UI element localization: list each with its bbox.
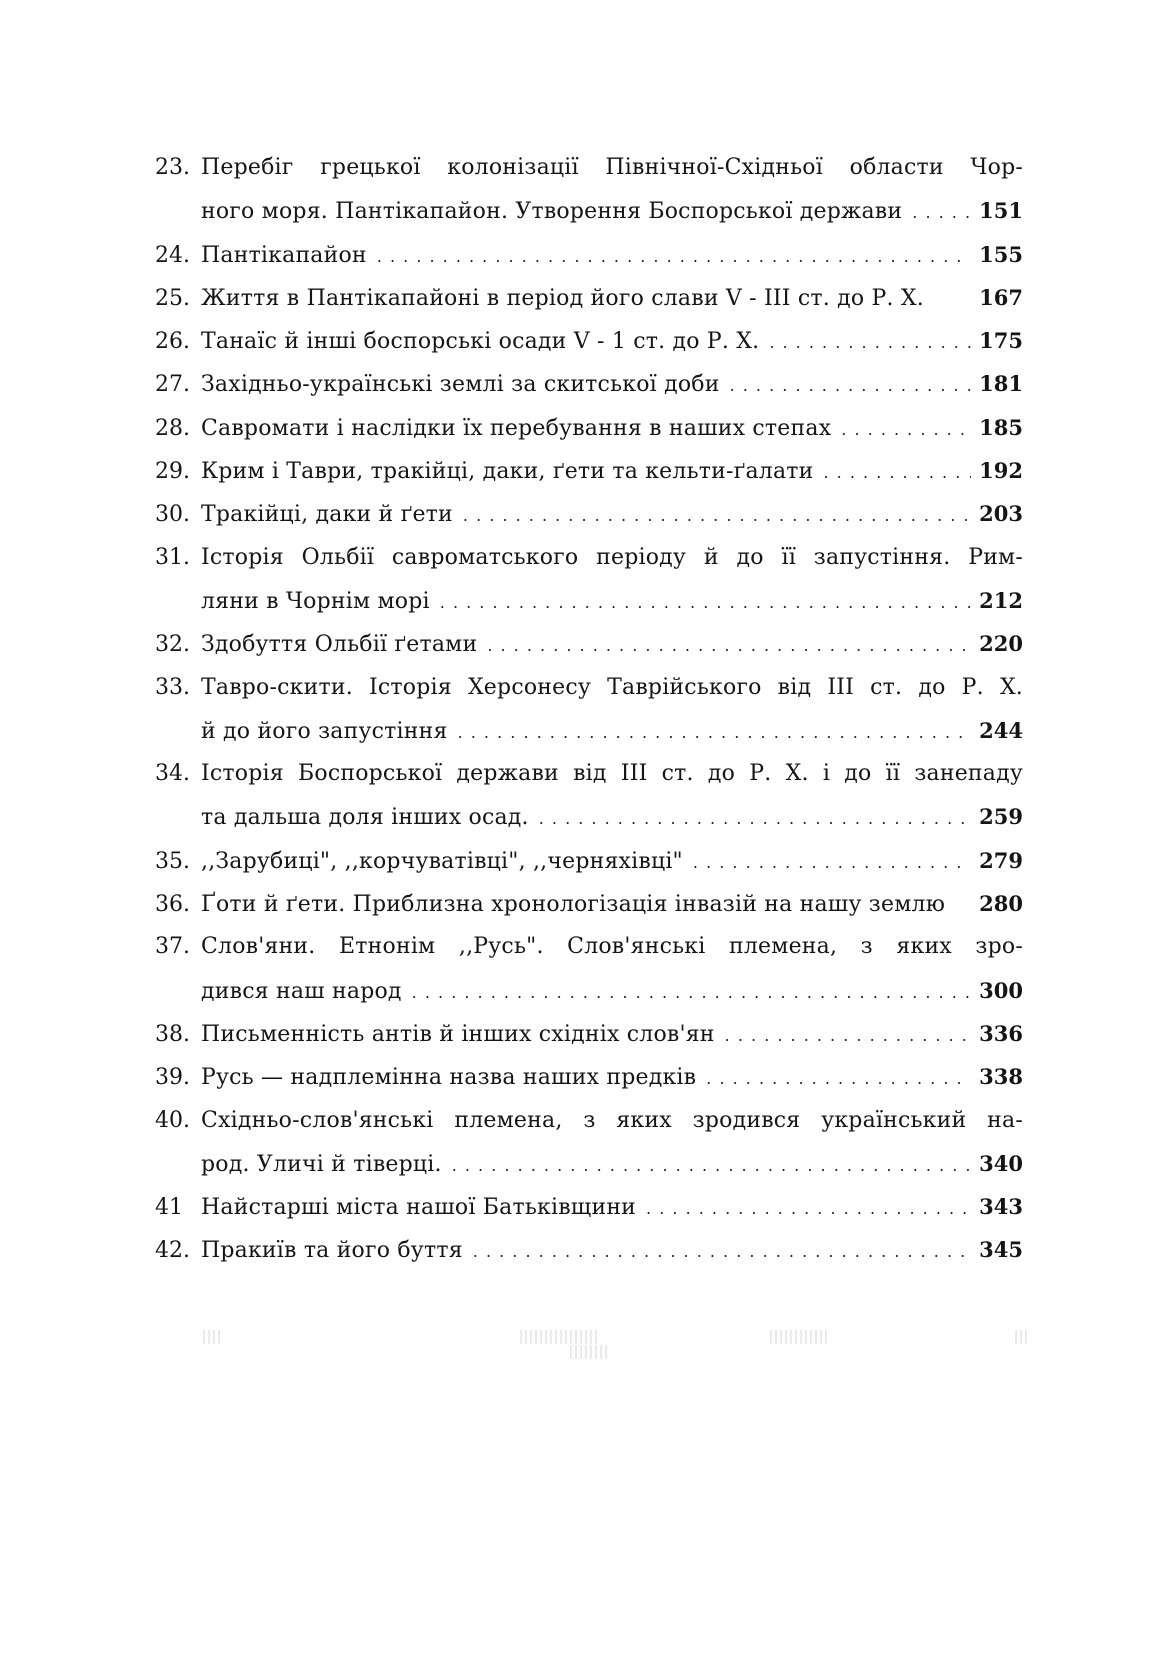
toc-entry-27: [155, 362, 1023, 405]
entry-title: Тракійці, даки й ґети: [201, 502, 453, 528]
entry-number: 35.: [155, 848, 190, 874]
toc-entry-23-line-2: [155, 189, 1023, 232]
dot-leader: [487, 624, 971, 667]
entry-title: дився наш народ: [201, 978, 402, 1004]
entry-title: ляни в Чорнім морі: [201, 588, 430, 614]
toc-entry-29: [155, 449, 1023, 492]
toc-entry-41: [155, 1185, 1023, 1228]
entry-title: Історія Ольбії савроматського періоду й до її запустіння. Рим-: [201, 544, 1023, 570]
table-of-contents: [155, 146, 1023, 1272]
toc-entry-23-line-1: [155, 146, 1023, 189]
entry-number: 27.: [155, 372, 190, 398]
entry-number: 39.: [155, 1065, 190, 1091]
scan-noise: [1015, 1330, 1029, 1344]
entry-number: 37.: [155, 934, 190, 960]
scan-noise: [770, 1330, 830, 1344]
entry-number: 34.: [155, 761, 190, 787]
toc-entry-25: [155, 276, 1023, 319]
entry-title: Савромати і наслідки їх перебування в наших степах: [201, 415, 832, 441]
entry-title: Пракиїв та його буття: [201, 1238, 463, 1264]
dot-leader: [473, 1230, 971, 1273]
page-number: 300: [979, 977, 1023, 1003]
page-number: 151: [979, 198, 1023, 224]
entry-number: 38.: [155, 1021, 190, 1047]
dot-leader: [841, 408, 971, 451]
scan-noise: [520, 1330, 600, 1344]
toc-entry-34-line-1: [155, 752, 1023, 795]
entry-title: Пантікапайон: [201, 242, 367, 268]
dot-leader: [725, 1014, 971, 1057]
entry-title: Історія Боспорської держави від III ст. до Р. Х. і до її занепаду: [201, 761, 1023, 787]
toc-entry-24: [155, 233, 1023, 276]
dot-leader: [646, 1187, 971, 1230]
page-number: 175: [979, 328, 1023, 354]
entry-title: та дальша доля інших осад.: [201, 805, 529, 831]
entry-number: 31.: [155, 544, 190, 570]
dot-leader: [730, 364, 972, 407]
entry-title: Тавро-скити. Історія Херсонесу Таврійського від III ст. до Р. Х.: [201, 674, 1023, 700]
page-number: 259: [979, 804, 1023, 830]
page-number: 192: [979, 458, 1023, 484]
entry-title: ного моря. Пантікапайон. Утворення Боспорської держави: [201, 199, 903, 225]
entry-number: 24.: [155, 242, 190, 268]
toc-entry-37-line-2: [155, 969, 1023, 1012]
page-number: 279: [979, 847, 1023, 873]
toc-entry-33-line-1: [155, 666, 1023, 709]
toc-entry-39: [155, 1055, 1023, 1098]
entry-title: род. Уличі й тіверці.: [201, 1151, 442, 1177]
page-number: 203: [979, 501, 1023, 527]
entry-title: Русь — надплемінна назва наших предків: [201, 1065, 697, 1091]
entry-number: 25.: [155, 285, 190, 311]
toc-entry-40-line-2: [155, 1142, 1023, 1185]
entry-title: ,,Зарубиці", ,,корчуватівці", ,,черняхівці": [201, 848, 683, 874]
scan-noise: [203, 1330, 221, 1344]
toc-entry-35: [155, 839, 1023, 882]
dot-leader: [412, 971, 971, 1014]
dot-leader: [458, 711, 972, 754]
entry-title: Найстарші міста нашої Батьківщини: [201, 1195, 637, 1221]
dot-leader: [440, 581, 971, 624]
toc-entry-40-line-1: [155, 1099, 1023, 1142]
dot-leader: [377, 235, 971, 278]
dot-leader: [539, 797, 971, 840]
page-number: 155: [979, 241, 1023, 267]
entry-title: Східньо-слов'янські племена, з яких зродився український на-: [201, 1107, 1023, 1133]
entry-title: Письменність антів й інших східніх слов'ян: [201, 1021, 715, 1047]
entry-title: Здобуття Ольбії ґетами: [201, 632, 478, 658]
toc-entry-31-line-2: [155, 579, 1023, 622]
page-number: 338: [979, 1064, 1023, 1090]
page-number: 167: [979, 284, 1023, 310]
entry-number: 33.: [155, 674, 190, 700]
entry-number: 36.: [155, 892, 190, 918]
entry-number: 32.: [155, 632, 190, 658]
entry-title: Слов'яни. Етнонім ,,Русь". Слов'янські племена, з яких зро-: [201, 934, 1023, 960]
toc-entry-32: [155, 622, 1023, 665]
entry-title: й до його запустіння: [201, 718, 448, 744]
dot-leader: [463, 494, 971, 537]
page-number: 280: [979, 891, 1023, 917]
entry-title: Крим і Таври, тракійці, даки, ґети та кельти-ґалати: [201, 459, 814, 485]
entry-number: 40.: [155, 1107, 190, 1133]
entry-title: Західньо-українські землі за скитської доби: [201, 372, 720, 398]
dot-leader: [452, 1144, 971, 1187]
dot-leader: [824, 451, 972, 494]
page-number: 336: [979, 1020, 1023, 1046]
page-number: 181: [979, 371, 1023, 397]
toc-entry-37-line-1: [155, 925, 1023, 968]
dot-leader: [706, 1057, 971, 1100]
toc-entry-28: [155, 406, 1023, 449]
page-number: 220: [979, 631, 1023, 657]
page-number: 343: [979, 1194, 1023, 1220]
entry-number: 26.: [155, 329, 190, 355]
entry-number: 29.: [155, 459, 190, 485]
page-number: 244: [979, 717, 1023, 743]
toc-entry-33-line-2: [155, 709, 1023, 752]
entry-number: 28.: [155, 415, 190, 441]
toc-entry-34-line-2: [155, 795, 1023, 838]
dot-leader: [693, 841, 971, 884]
dot-leader: [769, 321, 971, 364]
entry-title: Перебіг грецької колонізації Північної-Східньої области Чор-: [201, 155, 1023, 180]
entry-number: 41: [155, 1195, 183, 1221]
entry-title: Життя в Пантікапайоні в період його слави V - III ст. до Р. Х.: [201, 285, 924, 311]
toc-entry-36: [155, 882, 1023, 925]
page-number: 340: [979, 1150, 1023, 1176]
entry-number: 42.: [155, 1238, 190, 1264]
entry-title: Ґоти й ґети. Приблизна хронологізація інвазій на нашу землю: [201, 892, 946, 918]
entry-number: 23.: [155, 155, 190, 180]
entry-number: 30.: [155, 502, 190, 528]
toc-entry-30: [155, 492, 1023, 535]
toc-entry-31-line-1: [155, 536, 1023, 579]
page-number: 185: [979, 414, 1023, 440]
page-number: 212: [979, 587, 1023, 613]
toc-entry-42: [155, 1228, 1023, 1271]
scan-noise: [570, 1345, 610, 1359]
toc-entry-26: [155, 319, 1023, 362]
entry-title: Танаїс й інші боспорські осади V - 1 ст. до Р. Х.: [201, 329, 760, 355]
dot-leader: [912, 191, 971, 234]
page-number: 345: [979, 1237, 1023, 1263]
toc-entry-38: [155, 1012, 1023, 1055]
